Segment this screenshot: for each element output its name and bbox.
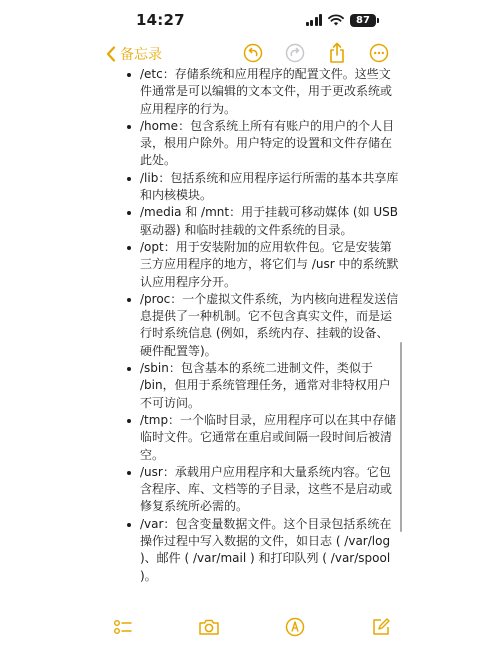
list-item: /sbin：包含基本的系统二进制文件，类似于 /bin，但用于系统管理任务，通常对非特权用户不可访问。 <box>118 360 400 412</box>
battery-icon: 87 <box>350 14 376 27</box>
wifi-icon <box>328 14 344 26</box>
list-item: /lib：包括系统和应用程序运行所需的基本共享库和内核模块。 <box>118 170 400 205</box>
more-icon[interactable] <box>368 42 390 64</box>
status-time: 14:27 <box>136 11 185 29</box>
list-item: /usr：承载用户应用程序和大量系统内容。它包含程序、库、文档等的子目录，这些不是启动或修复系统所必需的。 <box>118 464 400 516</box>
back-button[interactable] <box>106 44 162 64</box>
status-bar <box>0 0 500 40</box>
signal-bars-icon <box>306 14 323 26</box>
list-item: /opt：用于安装附加的应用软件包。它是安装第三方应用程序的地方，将它们与 /usr 中的系统默认应用程序分开。 <box>118 239 400 291</box>
checklist-icon[interactable] <box>112 616 134 638</box>
list-item: /var：包含变量数据文件。这个目录包括系统在操作过程中写入数据的文件，如日志 ( /var/log )、邮件 ( /var/mail ) 和打印队列 ( /var/spool )。 <box>118 516 400 585</box>
bullet-list <box>118 66 400 585</box>
note-body[interactable] <box>118 66 400 585</box>
chevron-left-icon <box>106 46 116 62</box>
status-indicators <box>306 12 377 28</box>
list-item: /home：包含系统上所有有账户的用户的个人目录，根用户除外。用户特定的设置和文件存储在此处。 <box>118 118 400 170</box>
nav-actions <box>242 42 390 64</box>
share-icon[interactable] <box>326 42 348 64</box>
back-button-label: 备忘录 <box>120 47 162 63</box>
scrollbar[interactable] <box>400 342 402 532</box>
list-item: /etc：存储系统和应用程序的配置文件。这些文件通常是可以编辑的文本文件，用于更改系统或应用程序的行为。 <box>118 66 400 118</box>
undo-icon[interactable] <box>242 42 264 64</box>
redo-icon[interactable] <box>284 42 306 64</box>
compose-icon[interactable] <box>370 616 392 638</box>
list-item: /tmp：一个临时目录，应用程序可以在其中存储临时文件。它通常在重启或间隔一段时间后被清空。 <box>118 412 400 464</box>
list-item: /proc：一个虚拟文件系统，为内核向进程发送信息提供了一种机制。它不包含真实文件，而是运行时系统信息 (例如，系统内存、挂载的设备、硬件配置等)。 <box>118 291 400 360</box>
bottom-toolbar <box>0 612 500 642</box>
camera-icon[interactable] <box>198 616 220 638</box>
markup-pen-icon[interactable] <box>284 616 306 638</box>
list-item: /media 和 /mnt：用于挂载可移动媒体 (如 USB 驱动器) 和临时挂载的文件系统的目录。 <box>118 204 400 239</box>
